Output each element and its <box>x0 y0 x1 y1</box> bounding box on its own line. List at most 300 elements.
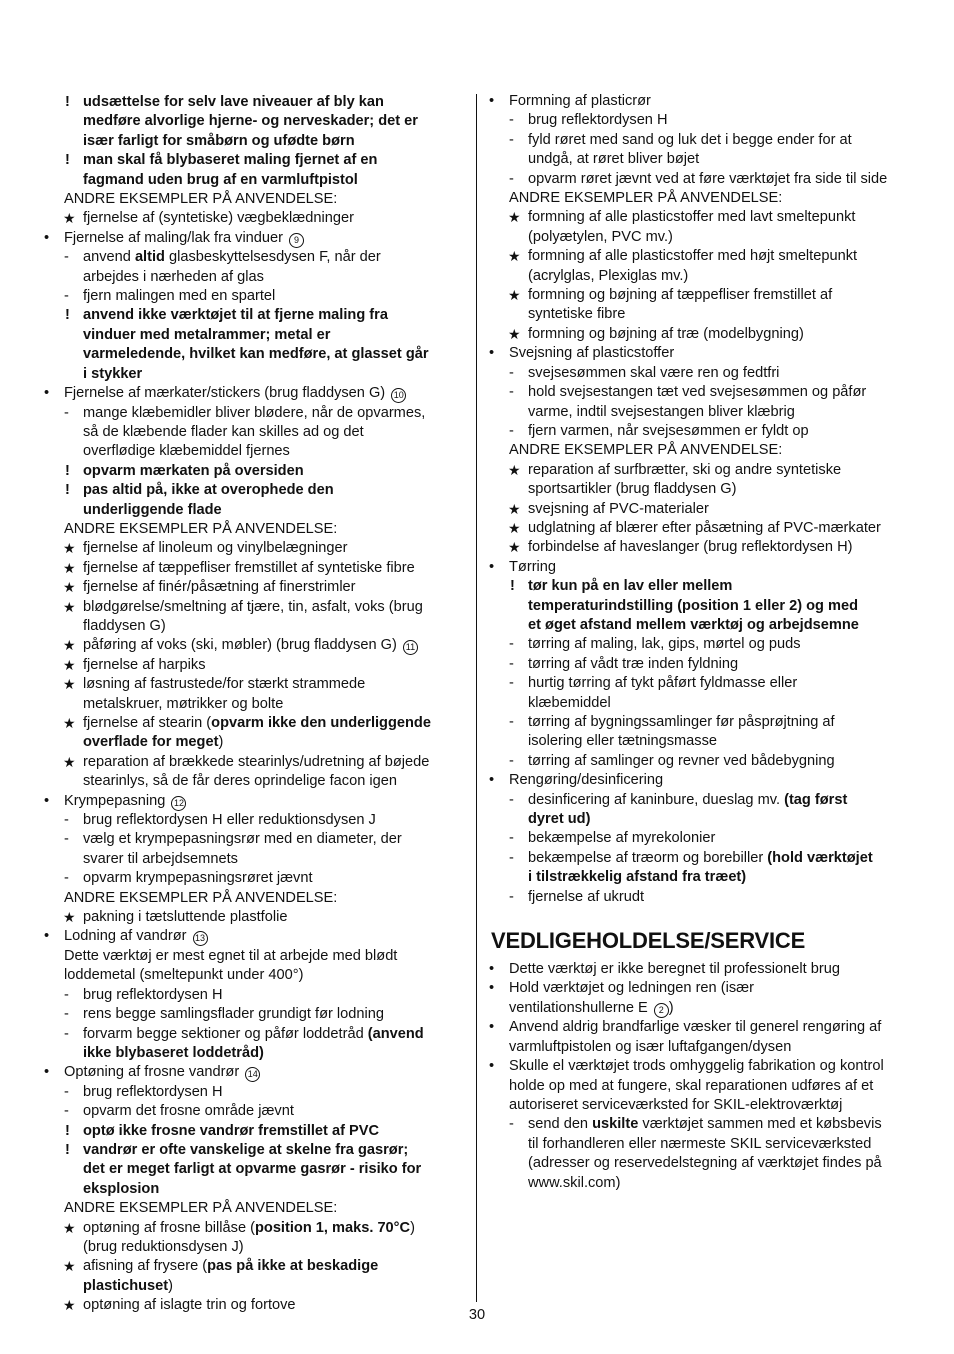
text-segment: forvarm begge sektioner og påfør loddetråd <box>83 1025 368 1042</box>
figure-reference-icon: 13 <box>193 931 208 946</box>
dash-item <box>44 404 466 423</box>
bullet-marker: • <box>489 961 495 978</box>
star-marker: ★ <box>63 559 76 576</box>
dash-marker: - <box>64 288 69 305</box>
dash-marker: - <box>64 870 69 887</box>
text-segment: ) <box>218 734 224 751</box>
star-marker: ★ <box>508 287 521 304</box>
dash-item <box>489 383 914 402</box>
text-segment: udglatning af blærer efter påsætning af PVC-mærkater <box>528 519 881 536</box>
service-list <box>489 960 914 1193</box>
dash-marker: - <box>64 1006 69 1023</box>
text-segment: ) <box>668 999 674 1016</box>
right-column <box>489 92 914 1193</box>
text-line <box>489 1154 914 1173</box>
text-segment: (brug reduktionsdysen J) <box>83 1238 244 1255</box>
text-segment: arbejdes i nærheden af glas <box>83 268 264 285</box>
dash-item <box>489 422 914 441</box>
text-line <box>489 868 914 887</box>
dash-item <box>44 248 466 267</box>
text-segment: varme, indtil svejsestangen bliver klæbrig <box>528 403 795 420</box>
text-segment: vælg et krympepasningsrør med en diameter, der <box>83 831 402 848</box>
dash-marker: - <box>509 830 514 847</box>
text-segment: desinficering af kaninbure, dueslag mv. <box>528 791 785 808</box>
warn-marker: ! <box>65 1122 70 1139</box>
text-line <box>489 597 914 616</box>
bullet-item <box>489 344 914 363</box>
text-segment: ) <box>410 1219 415 1236</box>
dash-item <box>489 888 914 907</box>
text-line <box>44 326 466 345</box>
dash-item <box>489 364 914 383</box>
text-segment: formning og bøjning af træ (modelbygning) <box>528 325 804 342</box>
text-segment: tørring af maling, lak, gips, mørtel og puds <box>528 636 801 653</box>
text-segment: især farligt for småbørn og ufødte børn <box>83 132 355 149</box>
text-segment: fladdysen G) <box>83 617 166 634</box>
text-segment: brug reflektordysen H eller reduktionsdysen J <box>83 812 376 829</box>
text-segment: undgå, at røret bliver bøjet <box>528 151 700 168</box>
star-marker: ★ <box>63 715 76 731</box>
text-segment: autoriseret serviceværksted for SKIL-elektroværktøj <box>509 1096 843 1113</box>
text-line <box>44 695 466 714</box>
text-segment: i tilstrækkelig afstand fra træet) <box>528 869 747 886</box>
text-segment: Fjernelse af maling/lak fra vinduer <box>64 229 288 246</box>
text-segment: formning af alle plasticstoffer med højt smeltepunkt <box>528 248 858 265</box>
bullet-marker: • <box>489 558 495 575</box>
text-segment: et øget afstand mellem værktøj og arbejdsemne <box>528 616 859 633</box>
dash-marker: - <box>509 131 514 148</box>
text-line <box>44 772 466 791</box>
star-marker: ★ <box>63 753 76 770</box>
bullet-item <box>44 229 466 248</box>
dash-marker: - <box>64 986 69 1003</box>
text-line <box>489 810 914 829</box>
dash-marker: - <box>64 404 69 421</box>
text-segment: pas på ikke at beskadige <box>207 1258 379 1275</box>
bullet-item <box>44 927 466 946</box>
dash-item <box>489 713 914 732</box>
text-segment: tørring af samlinger og revner ved bådebygning <box>528 752 835 769</box>
text-segment: (hold værktøjet <box>767 849 873 866</box>
text-segment: værktøjet sammen med et købsbevis <box>638 1116 882 1133</box>
star-marker: ★ <box>63 909 76 926</box>
dash-marker: - <box>64 1025 69 1042</box>
star-item <box>44 908 466 927</box>
star-item <box>489 538 914 557</box>
text-segment: glasbeskyttelsesdysen F, når der <box>164 249 381 266</box>
warn-marker: ! <box>65 1141 70 1158</box>
star-item <box>44 1257 466 1276</box>
text-segment: ) <box>168 1277 174 1294</box>
text-segment: brug reflektordysen H <box>83 1083 223 1100</box>
bullet-item <box>44 384 466 403</box>
dash-marker: - <box>509 112 514 129</box>
text-line <box>44 365 466 384</box>
text-segment: fjern malingen med en spartel <box>83 288 276 305</box>
dash-item <box>44 287 466 306</box>
text-line <box>44 112 466 131</box>
bullet-marker: • <box>489 345 495 362</box>
text-segment: opvarm røret jævnt ved at føre værktøjet fra side til side <box>528 170 888 187</box>
text-segment: ANDRE EKSEMPLER PÅ ANVENDELSE: <box>509 190 783 207</box>
star-item <box>489 500 914 519</box>
warn-item <box>44 481 466 500</box>
bullet-marker: • <box>44 385 50 402</box>
text-segment: rens begge samlingsflader grundigt før lodning <box>83 1006 384 1023</box>
warn-marker: ! <box>510 578 515 595</box>
text-segment: Skulle el værktøjet trods omhyggelig fabrikation og kontrol <box>509 1058 884 1075</box>
text-segment: ANDRE EKSEMPLER PÅ ANVENDELSE: <box>64 1200 338 1217</box>
text-segment: klæbemiddel <box>528 694 611 711</box>
text-segment: anvend ikke værktøjet til at fjerne maling fra <box>83 307 388 324</box>
dash-marker: - <box>64 1083 69 1100</box>
star-marker: ★ <box>63 540 76 557</box>
dash-marker: - <box>64 1103 69 1120</box>
text-segment: (polyætylen, PVC mv.) <box>528 228 673 245</box>
dash-item <box>489 131 914 150</box>
star-item <box>44 539 466 558</box>
bullet-marker: • <box>44 792 50 809</box>
text-segment: Krympepasning <box>64 792 170 809</box>
text-segment: optøning af frosne billåse ( <box>83 1219 255 1236</box>
text-segment: fjernelse af linoleum og vinylbelægninger <box>83 540 348 557</box>
figure-reference-icon: 9 <box>289 233 304 248</box>
warn-marker: ! <box>65 152 70 169</box>
text-line <box>44 1160 466 1179</box>
text-segment: vandrør er ofte vanskelige at skelne fra gasrør; <box>83 1141 409 1158</box>
text-segment: Dette værktøj er mest egnet til at arbejde med blødt <box>64 947 398 964</box>
dash-marker: - <box>64 249 69 266</box>
star-item <box>44 753 466 772</box>
text-segment: så de klæbende flader kan skilles ad og det <box>83 423 364 440</box>
bullet-item <box>489 1057 914 1076</box>
star-marker: ★ <box>508 539 521 556</box>
star-item <box>44 656 466 675</box>
text-segment: anvend <box>83 249 135 266</box>
star-marker: ★ <box>63 1297 76 1314</box>
text-line <box>489 694 914 713</box>
text-line <box>44 966 466 985</box>
bullet-item <box>489 92 914 111</box>
text-segment: løsning af fastrustede/for stærkt strammede <box>83 676 366 693</box>
star-item <box>44 578 466 597</box>
text-segment: ANDRE EKSEMPLER PÅ ANVENDELSE: <box>64 191 338 208</box>
star-item <box>44 209 466 228</box>
star-marker: ★ <box>508 500 521 517</box>
text-segment: påføring af voks (ski, møbler) (brug fladdysen G) <box>83 637 401 654</box>
text-segment: fjernelse af finér/påsætning af finerstrimler <box>83 579 356 596</box>
bullet-item <box>489 1018 914 1037</box>
text-segment: fjernelse af tæppefliser fremstillet af syntetiske fibre <box>83 559 415 576</box>
text-segment: i stykker <box>83 365 143 382</box>
text-segment: isolering eller tætningsmasse <box>528 733 717 750</box>
star-item <box>489 461 914 480</box>
dash-marker: - <box>509 364 514 381</box>
dash-marker: - <box>64 812 69 829</box>
text-line <box>44 1180 466 1199</box>
warn-item <box>44 462 466 481</box>
text-segment: send den <box>528 1116 593 1133</box>
figure-reference-icon: 2 <box>654 1003 669 1018</box>
bullet-item <box>489 979 914 998</box>
text-segment: holde op med at fungere, skal reparationen udføres af et <box>509 1077 874 1094</box>
dash-item <box>489 829 914 848</box>
page-number: 30 <box>468 1307 486 1323</box>
text-segment: pakning i tætsluttende plastfolie <box>83 909 288 926</box>
dash-item <box>489 655 914 674</box>
text-segment: fjernelse af stearin ( <box>83 715 212 731</box>
star-item <box>44 559 466 578</box>
text-segment: ANDRE EKSEMPLER PÅ ANVENDELSE: <box>64 889 338 906</box>
warn-marker: ! <box>65 462 70 479</box>
text-line <box>44 733 466 752</box>
text-line <box>44 1199 466 1218</box>
text-segment: tørring af bygningssamlinger før påsprøjtning af <box>528 714 835 730</box>
uses-list-continued <box>489 92 914 907</box>
text-segment: brug reflektordysen H <box>83 986 223 1003</box>
text-line <box>489 480 914 499</box>
dash-item <box>489 674 914 693</box>
star-marker: ★ <box>508 325 521 342</box>
dash-item <box>489 111 914 130</box>
text-line <box>489 441 914 460</box>
bullet-marker: • <box>44 928 50 945</box>
bullet-marker: • <box>489 772 495 789</box>
warn-marker: ! <box>65 94 70 110</box>
dash-marker: - <box>509 636 514 653</box>
text-segment: svejsesømmen skal være ren og fedtfri <box>528 364 780 381</box>
dash-item <box>489 1115 914 1134</box>
text-line <box>489 189 914 208</box>
text-segment: tør kun på en lav eller mellem <box>528 578 733 595</box>
text-line <box>489 403 914 422</box>
star-marker: ★ <box>508 209 521 226</box>
figure-reference-icon: 14 <box>245 1067 260 1082</box>
dash-marker: - <box>509 849 514 866</box>
text-line <box>44 190 466 209</box>
dash-item <box>489 752 914 771</box>
warn-item <box>44 93 466 112</box>
text-segment: fagmand uden brug af en varmluftpistol <box>83 171 358 188</box>
dash-marker: - <box>64 831 69 848</box>
text-segment: formning af alle plasticstoffer med lavt smeltepunkt <box>528 209 856 226</box>
text-segment: medføre alvorlige hjerne- og nerveskader; det er <box>83 113 418 130</box>
text-segment: stearinlys, så de får deres oprindelige facon igen <box>83 773 397 790</box>
text-segment: position 1, maks. 70°C <box>254 1219 411 1236</box>
text-segment: Hold værktøjet og ledningen ren (især <box>509 980 754 997</box>
figure-reference-icon: 10 <box>391 388 406 403</box>
text-segment: mange klæbemidler bliver blødere, når de opvarmes, <box>83 404 426 421</box>
text-segment: Optøning af frosne vandrør <box>64 1064 244 1081</box>
dash-marker: - <box>509 791 514 808</box>
text-segment: loddemetal (smeltepunkt under 400°) <box>64 967 304 984</box>
star-marker: ★ <box>63 1219 76 1236</box>
text-line <box>44 1238 466 1257</box>
text-line <box>44 947 466 966</box>
bullet-marker: • <box>44 1064 50 1081</box>
star-item <box>44 636 466 655</box>
figure-reference-icon: 11 <box>403 640 418 655</box>
text-line <box>489 1096 914 1115</box>
bullet-item <box>489 558 914 577</box>
star-marker: ★ <box>508 248 521 265</box>
figure-reference-icon: 12 <box>171 796 186 811</box>
warn-item <box>44 151 466 170</box>
text-segment: uskilte <box>592 1116 639 1133</box>
text-line <box>44 1277 466 1296</box>
text-line <box>489 999 914 1018</box>
bullet-marker: • <box>489 1019 495 1036</box>
star-item <box>489 247 914 266</box>
star-item <box>44 675 466 694</box>
text-segment: www.skil.com) <box>528 1174 621 1191</box>
dash-marker: - <box>509 422 514 439</box>
warn-marker: ! <box>65 307 70 324</box>
dash-marker: - <box>509 170 514 187</box>
star-marker: ★ <box>63 676 76 693</box>
dash-item <box>44 1102 466 1121</box>
bullet-item <box>489 771 914 790</box>
dash-item <box>489 791 914 810</box>
star-marker: ★ <box>63 637 76 654</box>
text-segment: Rengøring/desinficering <box>509 772 664 789</box>
text-segment: dyret ud) <box>528 811 591 828</box>
bullet-item <box>44 792 466 811</box>
dash-item <box>44 986 466 1005</box>
text-segment: plastichuset <box>83 1277 169 1294</box>
text-line <box>489 150 914 169</box>
text-segment: Formning af plasticrør <box>509 93 651 109</box>
text-segment: svarer til arbejdsemnets <box>83 850 238 867</box>
text-segment: det er meget farligt at opvarme gasrør - risiko for <box>83 1161 422 1178</box>
dash-marker: - <box>509 384 514 401</box>
text-segment: ANDRE EKSEMPLER PÅ ANVENDELSE: <box>64 520 338 537</box>
bullet-marker: • <box>44 229 50 246</box>
text-segment: afisning af frysere ( <box>83 1258 208 1275</box>
text-segment: forbindelse af haveslanger (brug reflektordysen H) <box>528 539 853 556</box>
text-line <box>489 616 914 635</box>
text-line <box>489 1038 914 1057</box>
text-segment: Fjernelse af mærkater/stickers (brug fladdysen G) <box>64 385 390 402</box>
text-line <box>44 171 466 190</box>
star-item <box>489 519 914 538</box>
dash-marker: - <box>509 675 514 692</box>
dash-item <box>44 811 466 830</box>
text-segment: udsættelse for selv lave niveauer af bly kan <box>83 94 384 110</box>
text-segment: hurtig tørring af tykt påført fyldmasse eller <box>528 675 798 692</box>
text-segment: til forhandleren eller nærmeste SKIL serviceværksted <box>528 1135 872 1152</box>
text-segment: blødgørelse/smeltning af tjære, tin, asfalt, voks (brug <box>83 598 423 615</box>
text-segment: hold svejsestangen tæt ved svejsesømmen og påfør <box>528 384 867 401</box>
dash-item <box>44 830 466 849</box>
text-segment: overflødige klæbemiddel fjernes <box>83 443 290 460</box>
star-marker: ★ <box>63 579 76 596</box>
text-line <box>489 305 914 324</box>
star-marker: ★ <box>508 461 521 478</box>
warn-item <box>489 577 914 596</box>
text-segment: optøning af islagte trin og fortove <box>83 1297 296 1314</box>
star-item <box>489 286 914 305</box>
text-segment: Lodning af vandrør <box>64 928 191 945</box>
text-segment: (anvend <box>367 1025 424 1042</box>
text-segment: bekæmpelse af myrekolonier <box>528 830 716 847</box>
star-marker: ★ <box>63 210 76 227</box>
text-segment: ikke blybaseret loddetråd) <box>83 1044 264 1061</box>
text-segment: reparation af surfbrætter, ski og andre syntetiske <box>528 461 842 478</box>
text-line <box>489 1174 914 1193</box>
star-marker: ★ <box>508 519 521 536</box>
text-segment: syntetiske fibre <box>528 306 626 323</box>
text-segment: Svejsning af plasticstoffer <box>509 345 675 362</box>
text-line <box>44 617 466 636</box>
dash-item <box>44 1005 466 1024</box>
text-segment: formning og bøjning af tæppefliser fremstillet af <box>528 287 833 304</box>
text-segment: ANDRE EKSEMPLER PÅ ANVENDELSE: <box>509 442 783 459</box>
text-line <box>44 132 466 151</box>
warn-item <box>44 306 466 325</box>
dash-item <box>489 170 914 189</box>
text-segment: Tørring <box>509 558 557 575</box>
text-segment: man skal få blybaseret maling fjernet af en <box>83 152 378 169</box>
text-line <box>44 520 466 539</box>
star-item <box>489 325 914 344</box>
text-segment: fjernelse af (syntetiske) vægbeklædninger <box>83 210 354 227</box>
text-segment: tørring af vådt træ inden fyldning <box>528 655 739 672</box>
text-segment: Anvend aldrig brandfarlige væsker til generel rengøring af <box>509 1019 882 1036</box>
text-segment: overflade for meget <box>83 734 219 751</box>
text-segment: brug reflektordysen H <box>528 112 668 129</box>
text-line <box>44 889 466 908</box>
left-column <box>44 93 466 1316</box>
star-item <box>44 598 466 617</box>
text-segment: (adresser og reservedelstegning af værktøjet findes på <box>528 1155 882 1172</box>
dash-marker: - <box>509 888 514 905</box>
text-line <box>44 501 466 520</box>
dash-marker: - <box>509 1116 514 1133</box>
text-segment: fjernelse af harpiks <box>83 656 206 673</box>
column-divider <box>476 94 477 1302</box>
text-segment: ventilationshullerne E <box>509 999 652 1016</box>
text-segment: reparation af brækkede stearinlys/udretning af bøjede <box>83 753 430 770</box>
text-segment: pas altid på, ikke at overophede den <box>83 482 334 499</box>
text-segment: altid <box>134 249 165 266</box>
text-segment: bekæmpelse af træorm og borebiller <box>528 849 768 866</box>
text-segment: opvarm krympepasningsrøret jævnt <box>83 870 313 887</box>
text-line <box>489 228 914 247</box>
star-marker: ★ <box>63 656 76 673</box>
dash-item <box>44 1083 466 1102</box>
text-line <box>489 732 914 751</box>
text-segment: (acrylglas, Plexiglas mv.) <box>528 267 689 284</box>
star-item <box>489 208 914 227</box>
text-line <box>489 1135 914 1154</box>
text-segment: eksplosion <box>83 1180 160 1197</box>
text-segment: varmeledende, hvilket kan medføre, at glasset går <box>83 346 429 363</box>
text-segment: fjernelse af ukrudt <box>528 888 645 905</box>
dash-item <box>44 869 466 888</box>
star-item <box>44 714 466 733</box>
text-segment: opvarm mærkaten på oversiden <box>83 462 304 479</box>
text-segment: opvarm det frosne område jævnt <box>83 1103 294 1120</box>
text-line <box>44 345 466 364</box>
dash-marker: - <box>509 752 514 769</box>
text-segment: Dette værktøj er ikke beregnet til professionelt brug <box>509 961 840 978</box>
bullet-marker: • <box>489 1058 495 1075</box>
star-marker: ★ <box>63 1258 76 1275</box>
text-line <box>44 442 466 461</box>
text-segment: underliggende flade <box>83 501 222 518</box>
warn-marker: ! <box>65 482 70 499</box>
